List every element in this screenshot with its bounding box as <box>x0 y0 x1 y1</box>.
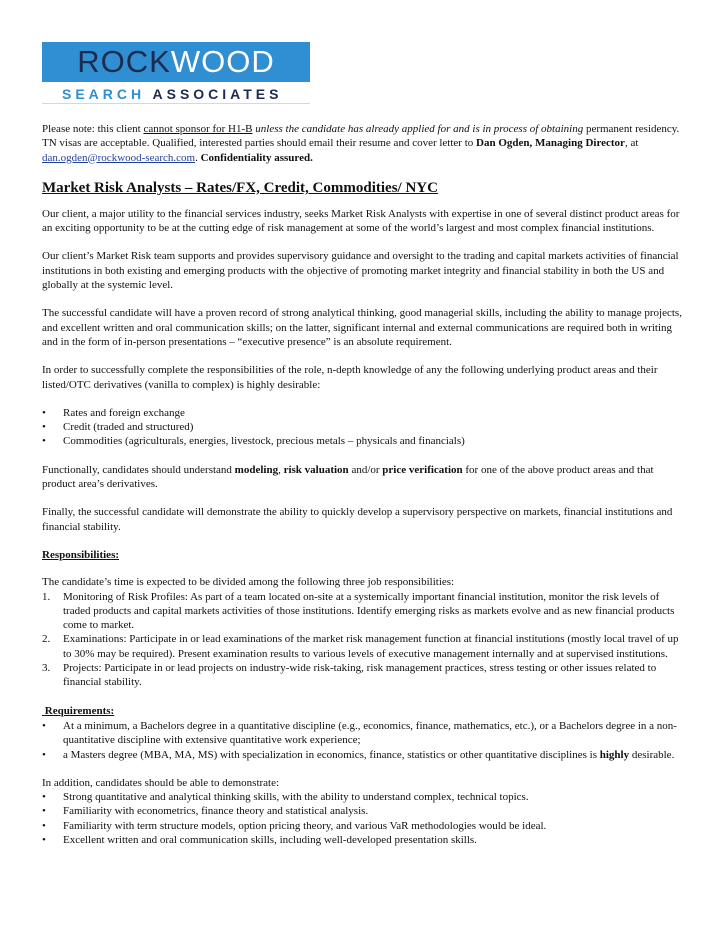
bullet-marker: • <box>42 435 46 448</box>
list-number: 1. <box>42 590 51 603</box>
list-item <box>42 790 687 804</box>
list-number: 3. <box>42 662 51 675</box>
list-item-text: At a minimum, a Bachelors degree in a quantitative discipline (e.g., economics, finance, mathematics, etc.), or a Bachelors degree in a non-quantitative discipline with extensive quantitative work experience; <box>63 719 677 747</box>
paragraph-candidate: The successful candidate will have a proven record of strong analytical thinking, good managerial skills, including the ability to manage projects, and excellent written and oral communication skills; on the latter, significant internal and external communications are required both in writing and in the form of in-person presentations – “executive presence” is an absolute requirement. <box>42 307 682 348</box>
functional-text-a: Functionally, candidates should understand <box>42 463 235 476</box>
list-item <box>42 819 687 833</box>
list-item-text-end: desirable. <box>629 748 675 761</box>
list-item <box>42 406 687 420</box>
functional-text-c: , <box>278 463 284 476</box>
requirements-heading-text: Requirements: <box>44 704 115 717</box>
list-item <box>42 590 687 633</box>
paragraph-products-intro: In order to successfully complete the responsibilities of the role, n-depth knowledge of any the following underlying product areas and their listed/OTC derivatives (vanilla to complex) is highly desirable: <box>42 364 658 391</box>
list-item <box>42 632 687 661</box>
bullet-marker: • <box>42 406 46 419</box>
logo-sub-search: SEARCH <box>62 86 146 102</box>
list-item-text: Projects: Participate in or lead projects on industry-wide risk-taking, risk management practices, stress testing or other issues related to financial stability. <box>63 662 657 689</box>
bullet-marker: • <box>42 819 46 832</box>
logo-word-wood: WOOD <box>170 44 275 79</box>
list-item <box>42 420 687 434</box>
product-list <box>42 406 687 449</box>
responsibilities-heading: Responsibilities: <box>42 548 120 561</box>
contact-name: Dan Ogden, Managing Director <box>476 137 625 150</box>
functional-modeling: modeling <box>234 463 279 476</box>
bullet-marker: • <box>42 833 46 846</box>
demonstrate-intro: In addition, candidates should be able to demonstrate: <box>42 776 280 789</box>
functional-risk-valuation: risk valuation <box>283 463 349 476</box>
list-item <box>42 434 687 448</box>
note-prefix: Please note: this client <box>42 123 144 135</box>
list-item <box>42 833 687 847</box>
paragraph-functional <box>42 463 687 492</box>
document-body <box>42 122 687 861</box>
list-item-text: Commodities (agriculturals, energies, livestock, precious metals – physicals and financials) <box>63 435 465 448</box>
logo-word-rock: ROCK <box>77 44 171 79</box>
list-item-text: Strong quantitative and analytical thinking skills, with the ability to understand complex, technical topics. <box>63 791 529 804</box>
list-item-text: Excellent written and oral communication skills, including well-developed presentation skills. <box>63 833 477 846</box>
logo-rule <box>42 103 310 104</box>
logo-sub-associates: ASSOCIATES <box>152 86 283 102</box>
sponsorship-note <box>42 122 687 165</box>
functional-text-g: for one of the above product areas and that product area’s derivatives. <box>42 463 654 491</box>
functional-text-e: and/or <box>348 463 383 476</box>
note-middle: permanent residency. TN visas are acceptable. Qualified, interested parties should email their resume and cover letter to <box>42 123 680 150</box>
list-item-text: Examinations: Participate in or lead examinations of the market risk management function at financial institutions (mostly local travel of up to 30% may be required). Present examination results to various levels of executive management internally and at supervised institutions. <box>63 633 679 660</box>
bullet-marker: • <box>42 719 46 732</box>
demonstrate-list <box>42 790 687 847</box>
list-number: 2. <box>42 633 51 646</box>
bullet-marker: • <box>42 805 46 818</box>
list-item-text: a Masters degree (MBA, MA, MS) with specialization in economics, finance, statistics or other quantitative disciplines is <box>63 748 600 761</box>
company-logo <box>42 42 310 106</box>
list-item <box>42 719 687 748</box>
functional-price-verification: price verification <box>382 463 463 476</box>
paragraph-final: Finally, the successful candidate will demonstrate the ability to quickly develop a supervisory perspective on markets, financial institutions and financial stability. <box>42 506 673 533</box>
logo-wordmark <box>42 42 310 82</box>
bullet-marker: • <box>42 791 46 804</box>
highly-emphasis: highly <box>599 748 630 761</box>
confidentiality-text: Confidentiality assured. <box>200 151 313 164</box>
contact-email-link[interactable]: dan.ogden@rockwood-search.com <box>42 151 196 164</box>
responsibilities-list <box>42 590 687 690</box>
bullet-marker: • <box>42 421 46 434</box>
list-item-text: Familiarity with econometrics, finance theory and statistical analysis. <box>63 805 369 818</box>
list-item <box>42 661 687 690</box>
note-at: , at <box>624 137 639 150</box>
paragraph-overview: Our client, a major utility to the financial services industry, seeks Market Risk Analysts with expertise in one of several distinct product areas for an exciting opportunity to be at the cutting edge of risk management at some of the world’s largest and most complex financial institutions. <box>42 207 680 235</box>
note-no-sponsor: cannot sponsor for H1-B <box>143 123 253 135</box>
list-item-text: Credit (traded and structured) <box>63 421 194 434</box>
list-item-text: Familiarity with term structure models, option pricing theory, and various VaR methodologies would be ideal. <box>63 819 547 832</box>
note-period: . <box>195 151 201 164</box>
responsibilities-intro: The candidate’s time is expected to be divided among the following three job responsibilities: <box>42 576 455 589</box>
requirements-list <box>42 719 687 762</box>
paragraph-team: Our client’s Market Risk team supports and provides supervisory guidance and oversight to the trading and capital markets activities of financial institutions in both existing and emerging products with the objective of promoting market integrity and financial stability in both the US and globally at the systemic level. <box>42 250 679 292</box>
list-item-text: Rates and foreign exchange <box>63 406 185 419</box>
requirements-heading <box>42 704 687 718</box>
note-italic: unless the candidate has already applied for and is in process of obtaining <box>252 123 584 135</box>
job-title: Market Risk Analysts – Rates/FX, Credit, Commodities/ NYC <box>42 179 438 196</box>
bullet-marker: • <box>42 748 46 761</box>
list-item <box>42 804 687 818</box>
list-item <box>42 748 687 762</box>
list-item-text: Monitoring of Risk Profiles: As part of a team located on-site at a systemically important financial institution, monitor the risk levels of traded products and capital markets activities of those institutions. Identify emerging risks as markets evolve and as new financial products come to market. <box>63 590 675 632</box>
